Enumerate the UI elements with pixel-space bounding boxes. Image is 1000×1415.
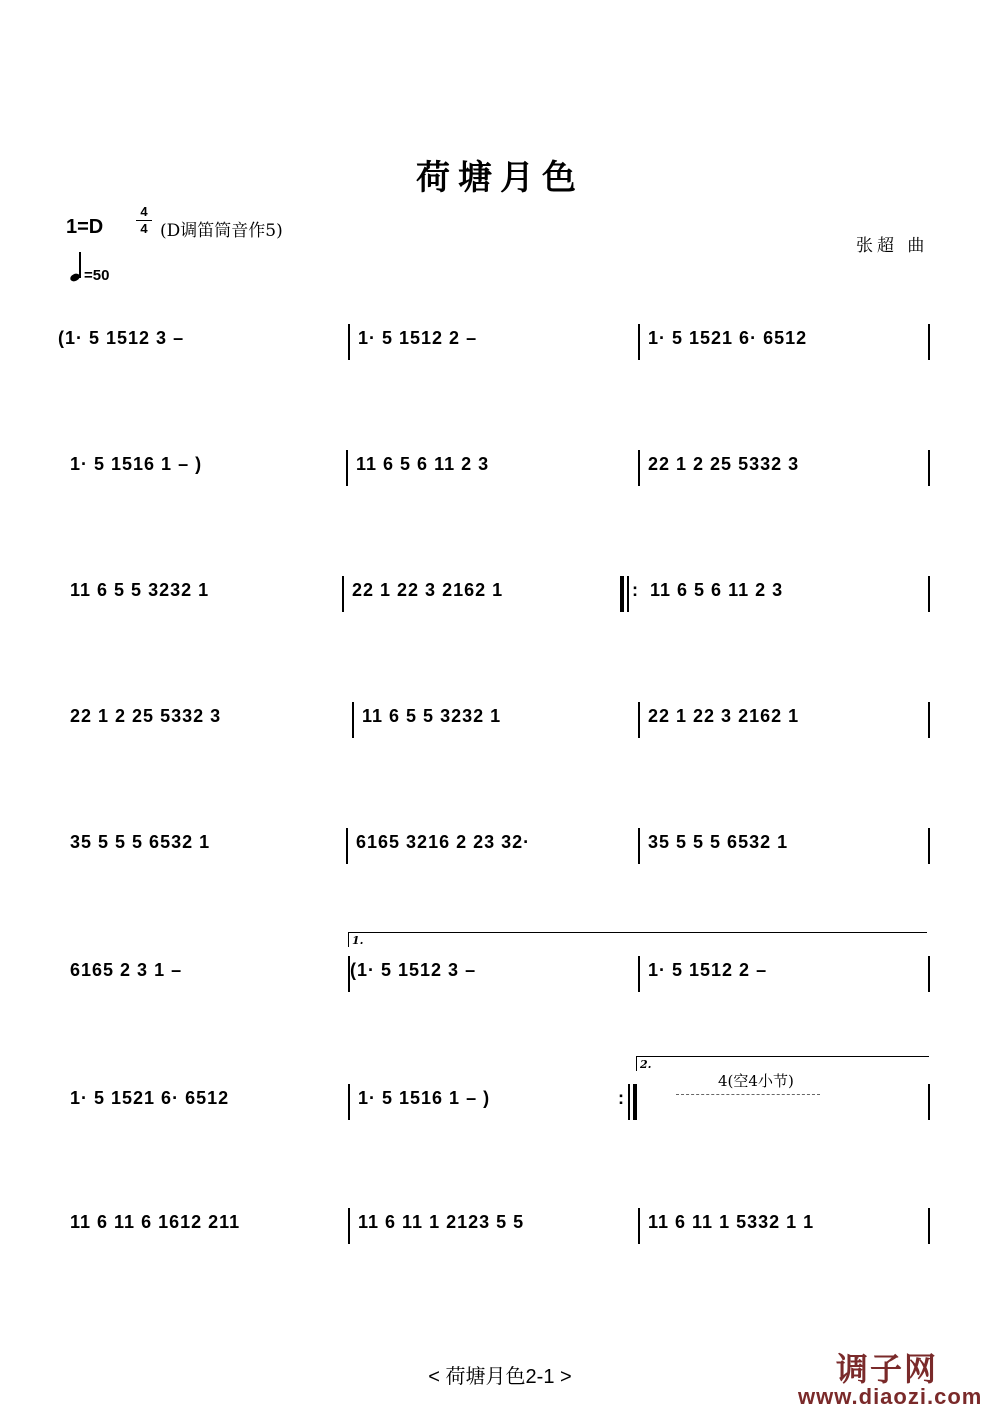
measure: 22 1 22 3 2162 1 [352,580,504,600]
barline [346,828,348,864]
barline [638,702,640,738]
score-title: 荷塘月色 [416,158,584,198]
measure: 6165 3216 2 23 32· [356,832,531,852]
measure: 22 1 2 25 5332 3 [70,706,222,726]
barline [348,324,350,360]
score-row [0,960,1000,1040]
measure: 1· 5 1516 1 – ) [358,1088,491,1108]
measure: 22 1 22 3 2162 1 [648,706,800,726]
score-row [0,454,1000,534]
measure: 11 6 11 6 1612 211 [70,1212,241,1232]
measure: 1· 5 1512 2 – [648,960,768,980]
score-row [0,1212,1000,1292]
measure: 11 6 5 5 3232 1 [362,706,502,726]
composer: 张超 曲 [856,236,929,256]
measure: 1· 5 1516 1 – ) [70,454,203,474]
barline [928,1084,930,1120]
measure: (1· 5 1512 3 – [58,328,185,348]
measure: 11 6 5 6 11 2 3 [650,580,784,600]
barline [348,1208,350,1244]
tempo-value: =50 [84,267,110,284]
measure: 35 5 5 5 6532 1 [648,832,789,852]
measure: 11 6 11 1 5332 1 1 [648,1212,815,1232]
time-sig-top: 4 [136,204,152,221]
barline [346,450,348,486]
measure: 1· 5 1512 2 – [358,328,478,348]
barline [348,1084,350,1120]
measure: 1· 5 1521 6· 6512 [648,328,808,348]
volta-label: 2. [640,1058,652,1071]
measure: (1· 5 1512 3 – [350,960,477,980]
score-row [0,832,1000,912]
volta-label: 1. [352,934,364,947]
watermark-url: www.diaozi.com [798,1384,983,1409]
volta-bracket-1 [348,932,927,947]
rest-dashes [676,1094,820,1095]
tuning-note: (D调笛筒音作5) [160,221,283,241]
volta-bracket-2 [636,1056,929,1071]
barline [638,1208,640,1244]
measure: 11 6 5 5 3232 1 [70,580,210,600]
measure: 1· 5 1521 6· 6512 [70,1088,230,1108]
multi-measure-rest: 4(空4小节) [718,1072,794,1090]
score-row [0,328,1000,408]
time-signature [136,204,152,237]
measure: 11 6 11 1 2123 5 5 [358,1212,525,1232]
key-signature: 1=D [66,216,104,238]
barline [928,576,930,612]
barline [638,324,640,360]
barline [638,828,640,864]
barline [928,450,930,486]
measure: 11 6 5 6 11 2 3 [356,454,490,474]
score-row: 11 6 5 5 3232 1 22 1 22 3 2162 1 : 11 6 5 6 11 2 3 [0,580,1000,660]
barline [928,828,930,864]
barline [928,324,930,360]
note-head-icon [69,272,81,283]
score-row [0,706,1000,786]
measure: 35 5 5 5 6532 1 [70,832,211,852]
score-row: 1· 5 1521 6· 6512 1· 5 1516 1 – ) : 4(空4小节) [0,1088,1000,1168]
barline [928,956,930,992]
barline [638,450,640,486]
barline [928,1208,930,1244]
measure: 22 1 2 25 5332 3 [648,454,800,474]
page-footer: < 荷塘月色2-1 > [428,1366,572,1388]
watermark-logo: 调子网 [836,1351,939,1387]
time-sig-bottom: 4 [140,221,148,236]
barline [352,702,354,738]
barline [928,702,930,738]
barline [638,956,640,992]
measure: 6165 2 3 1 – [70,960,183,980]
barline [342,576,344,612]
